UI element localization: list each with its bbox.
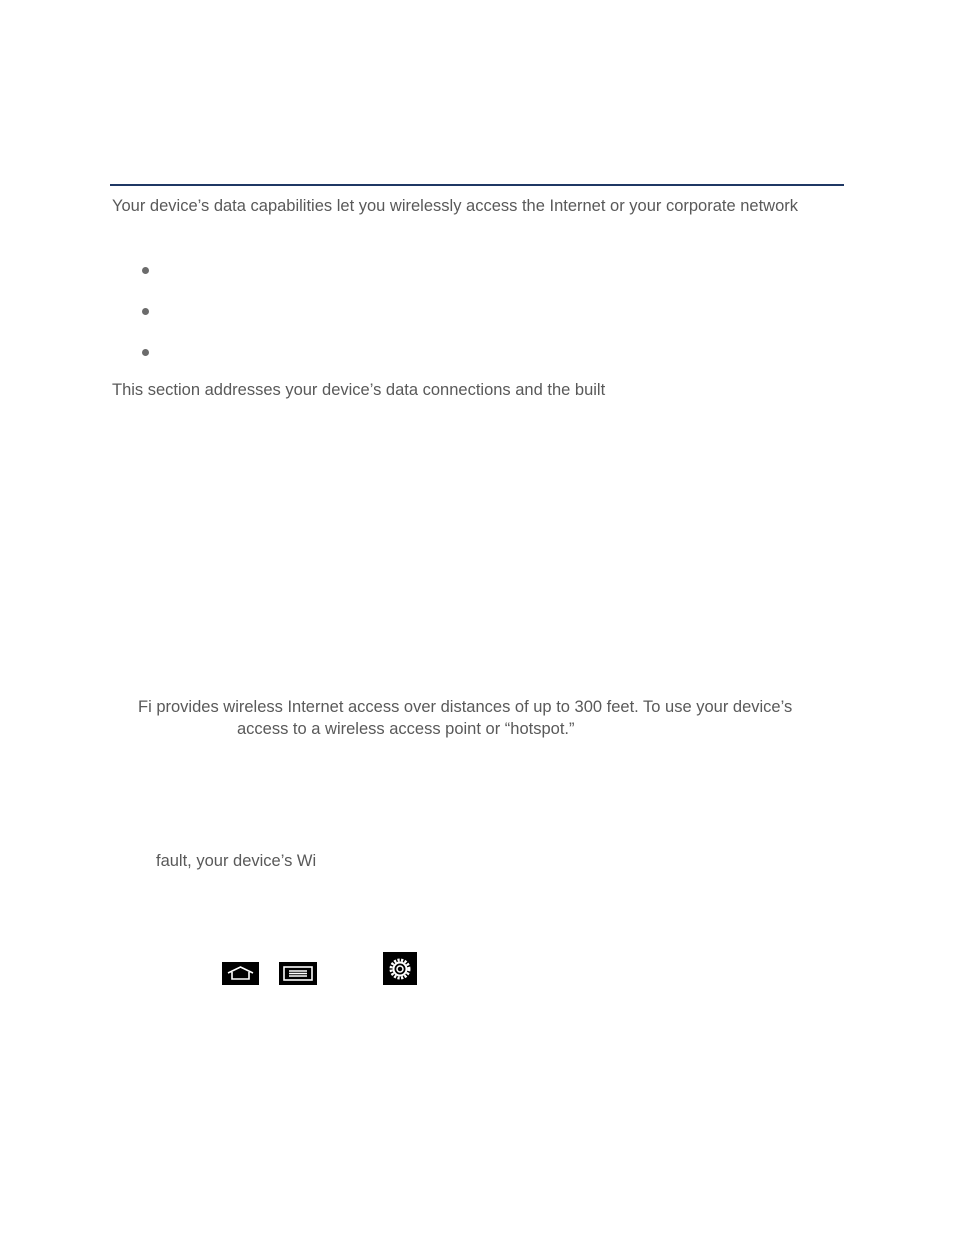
bullet-2 [142,308,149,315]
bullet-1 [142,267,149,274]
menu-key-icon [279,962,317,985]
default-text: fault, your device’s Wi [156,852,317,870]
home-key-icon [222,962,259,985]
wifi-text-line-1: Fi provides wireless Internet access over distances of up to 300 feet. To use your device’s [138,698,793,716]
settings-icon [383,952,417,985]
section-text: This section addresses your device’s data connections and the built [112,381,606,399]
bullet-3 [142,349,149,356]
wifi-text-line-2: access to a wireless access point or “hotspot.” [237,720,575,738]
intro-text: Your device’s data capabilities let you wirelessly access the Internet or your corporate network [112,197,799,215]
header-rule [110,184,844,186]
